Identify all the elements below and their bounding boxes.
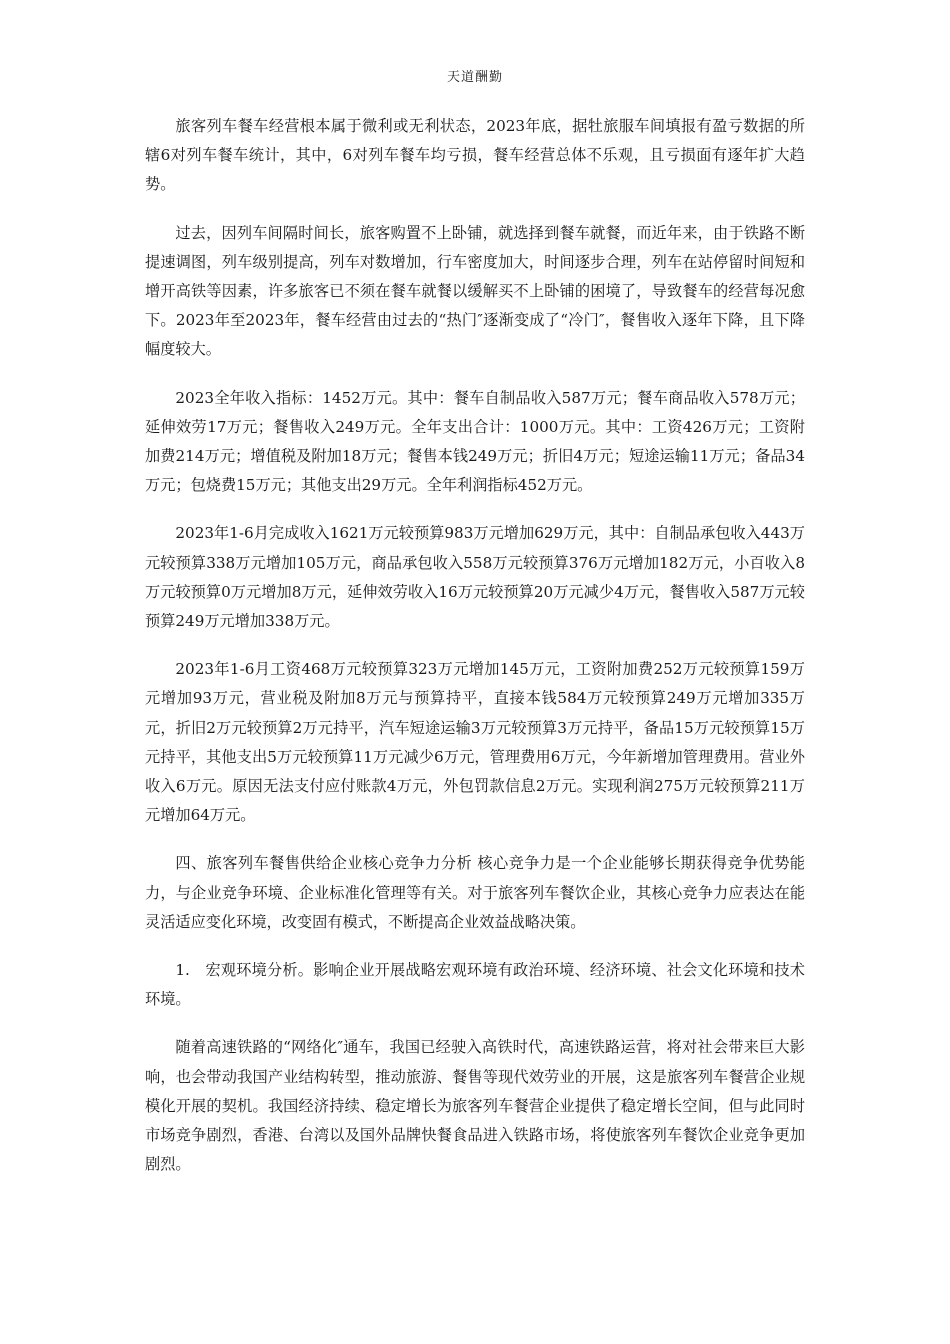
page-header: 天道酬勤 — [446, 70, 503, 85]
paragraph-8: 随着高速铁路的“网络化″通车，我国已经驶入高铁时代，高速铁路运营，将对社会带来巨大影响，也会带动我国产业结构转型，推动旅游、餐售等现代效劳业的开展，这是旅客列车餐营企业规模化开展的契机。我国经济持续、稳定增长为旅客列车餐营企业提供了稳定增长空间，但与此同时市场竞争剧烈，香港、台湾以及国外品牌快餐食品进入铁路市场，将使旅客列车餐饮企业竞争更加剧烈。 — [145, 1038, 805, 1174]
paragraph-3: 2023全年收入指标：1452万元。其中：餐车自制品收入587万元；餐车商品收入578万元；延伸效劳17万元；餐售收入249万元。全年支出合计：1000万元。其中：工资426万元；工资附加费214万元；增值税及附加18万元；餐售本钱249万元；折旧4万元；短途运输11万元；备品34万元；包烧费15万元；其他支出29万元。全年利润指标452万元。 — [145, 388, 805, 495]
paragraph-4: 2023年1-6月完成收入1621万元较预算983万元增加629万元，其中：自制品承包收入443万元较预算338万元增加105万元，商品承包收入558万元较预算376万元增加182万元，小百收入8万元较预算0万元增加8万元，延伸效劳收入16万元较预算20万元减少4万元，餐售收入587万元较预算249万元增加338万元。 — [145, 524, 805, 631]
paragraph-7: 1. 宏观环境分析。影响企业开展战略宏观环境有政治环境、经济环境、社会文化环境和技术环境。 — [145, 961, 805, 1009]
paragraph-5: 2023年1-6月工资468万元较预算323万元增加145万元，工资附加费252万元较预算159万元增加93万元，营业税及附加8万元与预算持平，直接本钱584万元较预算249万元增加335万元，折旧2万元较预算2万元持平，汽车短途运输3万元较预算3万元持平，备品15万元较预算15万元持平，其他支出5万元较预算11万元减少6万元，管理费用6万元，今年新增加管理费用。营业外收入6万元。原因无法支付应付账款4万元，外包罚款信息2万元。实现利润275万元较预算211万元增加64万元。 — [145, 660, 805, 825]
document-body — [145, 112, 805, 1199]
paragraph-6: 四、旅客列车餐售供给企业核心竞争力分析 核心竞争力是一个企业能够长期获得竞争优势能力，与企业竞争环境、企业标准化管理等有关。对于旅客列车餐饮企业，其核心竞争力应表达在能灵活适应变化环境，改变固有模式，不断提高企业效益战略决策。 — [145, 854, 805, 931]
paragraph-2: 过去，因列车间隔时间长，旅客购置不上卧铺，就选择到餐车就餐，而近年来，由于铁路不断提速调图，列车级别提高，列车对数增加，行车密度加大，时间逐步合理，列车在站停留时间短和增开高铁等因素，许多旅客已不须在餐车就餐以缓解买不上卧铺的困境了，导致餐车的经营每况愈下。2023年至2023年，餐车经营由过去的“热门″逐渐变成了“冷门″，餐售收入逐年下降，且下降幅度较大。 — [145, 223, 805, 359]
paragraph-1: 旅客列车餐车经营根本属于微利或无利状态，2023年底，据牡旅服车间填报有盈亏数据的所辖6对列车餐车统计，其中，6对列车餐车均亏损，餐车经营总体不乐观，且亏损面有逐年扩大趋势。 — [145, 117, 805, 194]
